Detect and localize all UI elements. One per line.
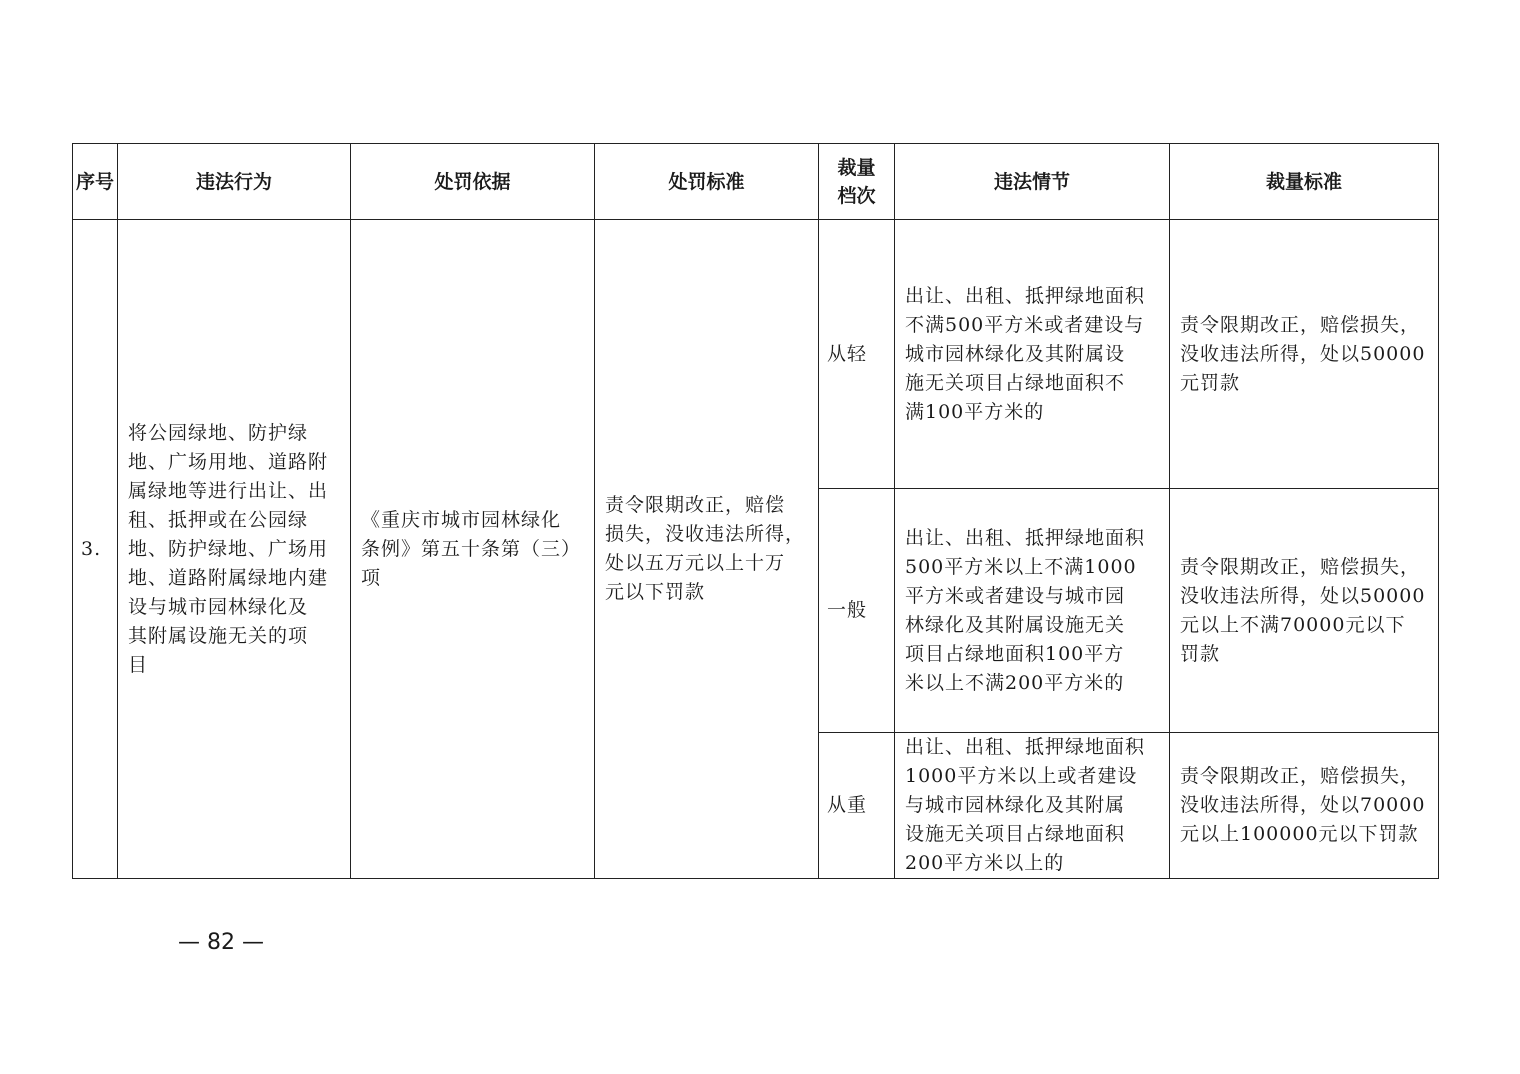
behavior-cell: [118, 220, 351, 879]
level-cell-light: [819, 220, 895, 489]
header-row: [73, 144, 1439, 220]
discretion-cell-light: [1170, 220, 1439, 489]
header-discretion: 裁量标准: [1170, 144, 1439, 220]
discretion-cell-heavy: [1170, 733, 1439, 879]
level-text: 从重: [827, 794, 868, 816]
standard-cell: [595, 220, 819, 879]
discretion-cell-normal: [1170, 489, 1439, 733]
header-seq: 序号: [73, 144, 118, 220]
penalty-discretion-table: [72, 143, 1439, 879]
circumstance-text: 出让、出租、抵押绿地面积 不满500平方米或者建设与 城市园林绿化及其附属设 施无关项目占绿地面积不 满100平方米的: [905, 284, 1146, 423]
basis-cell: [351, 220, 595, 879]
circumstance-text: 出让、出租、抵押绿地面积 1000平方米以上或者建设 与城市园林绿化及其附属 设施无关项目占绿地面积 200平方米以上的: [905, 736, 1146, 874]
discretion-text: 责令限期改正，赔偿损失， 没收违法所得，处以50000 元罚款: [1180, 313, 1426, 394]
header-level: 裁量 档次: [819, 144, 895, 220]
circumstance-cell-heavy: [895, 733, 1170, 879]
header-standard: 处罚标准: [595, 144, 819, 220]
table-row: [73, 220, 1439, 489]
discretion-text: 责令限期改正，赔偿损失， 没收违法所得，处以50000 元以上不满70000元以下 罚款: [1180, 555, 1426, 665]
level-text: 从轻: [827, 342, 868, 365]
header-behavior: 违法行为: [118, 144, 351, 220]
seq-cell: [73, 220, 118, 879]
discretion-text: 责令限期改正，赔偿损失， 没收违法所得，处以70000 元以上100000元以下罚款: [1180, 765, 1426, 845]
header-circumstance: 违法情节: [895, 144, 1170, 220]
behavior-text: 将公园绿地、防护绿 地、广场用地、道路附 属绿地等进行出让、出 租、抵押或在公园绿 地、防护绿地、广场用 地、道路附属绿地内建 设与城市园林绿化及 其附属设施无关的项 目: [128, 421, 329, 676]
circumstance-text: 出让、出租、抵押绿地面积 500平方米以上不满1000 平方米或者建设与城市园 林绿化及其附属设施无关 项目占绿地面积100平方 米以上不满200平方米的: [905, 526, 1146, 694]
circumstance-cell-normal: [895, 489, 1170, 733]
basis-text: 《重庆市城市园林绿化 条例》第五十条第（三） 项: [361, 508, 582, 589]
level-cell-normal: [819, 489, 895, 733]
standard-text: 责令限期改正，赔偿 损失，没收违法所得， 处以五万元以上十万 元以下罚款: [605, 494, 806, 603]
level-text: 一般: [827, 599, 868, 621]
seq-text: 3.: [81, 537, 102, 560]
level-cell-heavy: [819, 733, 895, 879]
header-basis: 处罚依据: [351, 144, 595, 220]
page-number: — 82 —: [178, 930, 264, 955]
circumstance-cell-light: [895, 220, 1170, 489]
